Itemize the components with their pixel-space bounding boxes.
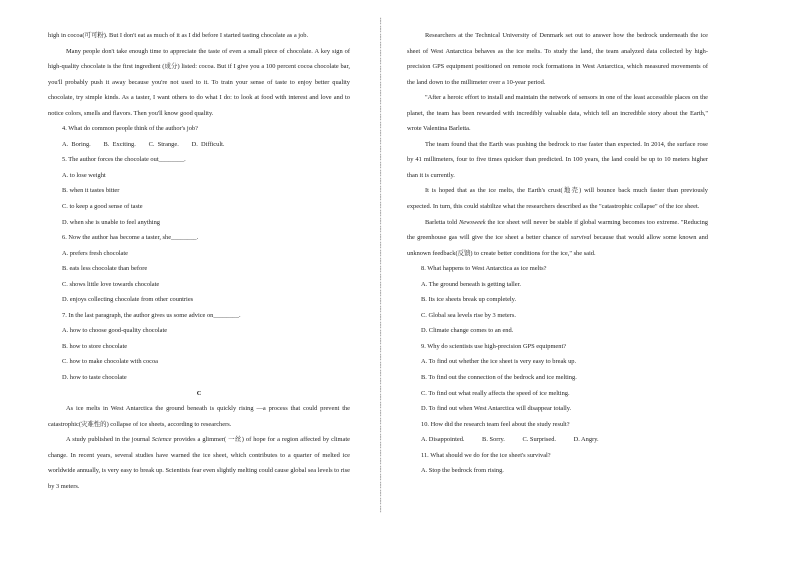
divider-dash: ┆ [379,346,383,353]
passage-b-paragraph: Many people don't take enough time to appreciate the taste of even a small piece of chocolate. A key sign of high-quality chocolate is the first ingredient (成分) listed: cocoa. But if I give you a 100 percent cocoa chocolate bar, you'll probably push it away because you're not used to it. To train your sense of taste to enjoy better quality chocolate, try simple kinds. As a taster, I want others to do what I do: to look at food with interest and love and to notice colors, smells and flavors. Then you'll know good quality. [48,47,350,117]
option-11a: A. Stop the bedrock from rising. [421,467,504,475]
divider-dash: ┆ [379,258,383,265]
option-9c: C. To find out what really affects the speed of ice melting. [421,389,570,397]
emphasis-word: survival [570,234,592,242]
divider-dash: ┆ [379,482,383,489]
divider-dash: ┆ [379,82,383,89]
divider-dash: ┆ [379,18,383,25]
divider-dash: ┆ [379,274,383,281]
option-6a: A. prefers fresh chocolate [62,249,129,257]
divider-dash: ┆ [379,450,383,457]
paragraph-text: A study published in the journal [66,436,152,444]
divider-dash: ┆ [379,202,383,209]
question-5: 5. The author forces the chocolate out________. [62,156,186,164]
option-7d: D. how to taste chocolate [62,374,127,382]
divider-dash: ┆ [379,74,383,81]
section-heading: C [196,389,202,397]
option-5a: A. to lose weight [62,171,106,179]
divider-dash: ┆ [379,338,383,345]
divider-dash: ┆ [379,146,383,153]
divider-dash: ┆ [379,354,383,361]
passage-c-paragraph [407,215,708,262]
divider-dash: ┆ [379,114,383,121]
option-7a: A. how to choose good-quality chocolate [62,327,168,335]
divider-dash: ┆ [379,362,383,369]
divider-dash: ┆ [379,322,383,329]
passage-c-paragraph: Researchers at the Technical University of Denmark set out to answer how the bedrock underneath the ice sheet of West Antarctica behaves as the ice melts. To study the land, the team analyzed data collected by high-precision GPS equipment positioned on remote rock formations in West Antarctica, which measured movements of the land down to the millimeter over a 10-year period. [407,32,708,86]
option-5d: D. when she is unable to feel anything [62,218,160,226]
right-column [407,28,708,479]
divider-dash: ┆ [379,106,383,113]
question-11: 11. What should we do for the ice sheet's survival? [421,451,551,459]
divider-dash: ┆ [379,330,383,337]
divider-dash: ┆ [379,290,383,297]
passage-b-paragraph: high in cocoa(可可粉). But I don't eat as much of it as I did before I started tasting chocolate as a job. [48,32,309,39]
divider-dash: ┆ [379,50,383,57]
divider-dash: ┆ [379,170,383,177]
left-column [48,28,350,494]
option-6b: B. eats less chocolate than before [62,265,148,273]
divider-dash: ┆ [379,426,383,433]
journal-name: Science [151,436,172,444]
divider-dash: ┆ [379,226,383,233]
question-4-options: A. Boring. B. Exciting. C. Strange. D. Difficult. [62,140,225,148]
question-4: 4. What do common people think of the author's job? [62,125,198,133]
divider-dash: ┆ [379,370,383,377]
passage-c-paragraph: As ice melts in West Antarctica the ground beneath is quickly rising —a process that could prevent the catastrophic(灾难性的) collapse of ice sheets, according to researchers. [48,405,350,428]
option-9d: D. To find out when West Antarctica will disappear totally. [421,405,572,413]
option-6c: C. shows little love towards chocolate [62,280,160,288]
divider-dash: ┆ [379,26,383,33]
paragraph-text: because that would allow some known and unknown feedback(反馈) to create better conditions for the ice," she said. [407,234,709,257]
question-8: 8. What happens to West Antarctica as ice melts? [421,265,547,273]
divider-dash: ┆ [379,402,383,409]
divider-dash: ┆ [379,34,383,41]
divider-dash: ┆ [379,122,383,129]
passage-c-paragraph [48,432,350,494]
divider-dash: ┆ [379,474,383,481]
option-7b: B. how to store chocolate [62,342,128,350]
option-6d: D. enjoys collecting chocolate from other countries [62,296,194,304]
question-6: 6. Now the author has become a taster, she________. [62,234,199,242]
question-7: 7. In the last paragraph, the author gives us some advice on________. [62,311,241,319]
passage-c-paragraph: It is hoped that as the ice melts, the Earth's crust(地壳) will bounce back much faster than previously expected. In turn, this could stabilize what the researchers described as the "catastrophic collapse" of the ice sheet. [407,187,708,211]
divider-dash: ┆ [379,210,383,217]
divider-dash: ┆ [379,66,383,73]
divider-dash: ┆ [379,298,383,305]
question-10: 10. How did the research team feel about the study result? [421,420,570,428]
divider-dash: ┆ [379,154,383,161]
option-8b: B. Its ice sheets break up completely. [421,296,517,304]
magazine-name: Newsweek [458,218,486,226]
divider-dash: ┆ [379,186,383,193]
paragraph-text: provides a glimmer( 一丝) of hope for a region affected by climate change. In recent years, several studies have warned the ice sheet, which contributes to a quarter of melted ice worldwide annually, is very easy to break up. Scientists fear even slightly melting could cause global sea levels to rise by 3 meters. [48,436,350,490]
divider-dash: ┆ [379,434,383,441]
divider-dash: ┆ [379,282,383,289]
option-5b: B. when it tastes bitter [62,187,120,195]
divider-dash: ┆ [379,458,383,465]
divider-dash: ┆ [379,242,383,249]
divider-dash: ┆ [379,178,383,185]
option-9a: A. To find out whether the ice sheet is very easy to break up. [421,358,577,366]
divider-dash: ┆ [379,42,383,49]
paragraph-text: the ice sheet will never be stable if global warming becomes too extreme. "Reducing the greenhouse gas will give the ice sheet a better chance of [407,218,708,242]
divider-dash: ┆ [379,394,383,401]
divider-dash: ┆ [379,498,383,505]
divider-dash: ┆ [379,98,383,105]
column-divider [379,18,383,538]
divider-dash: ┆ [379,306,383,313]
divider-dash: ┆ [379,130,383,137]
divider-dash: ┆ [379,138,383,145]
divider-dash: ┆ [379,442,383,449]
divider-dash: ┆ [379,378,383,385]
divider-dash: ┆ [379,466,383,473]
question-9: 9. Why do scientists use high-precision GPS equipment? [421,342,567,350]
divider-dash: ┆ [379,218,383,225]
option-8d: D. Climate change comes to an end. [421,327,514,335]
question-10-options: A. Disappointed. B. Sorry. C. Surprised. D. Angry. [421,436,599,444]
divider-dash: ┆ [379,250,383,257]
divider-dash: ┆ [379,506,383,513]
option-8c: C. Global sea levels rise by 3 meters. [421,311,516,319]
divider-dash: ┆ [379,234,383,241]
divider-dash: ┆ [379,194,383,201]
option-5c: C. to keep a good sense of taste [62,203,143,211]
divider-dash: ┆ [379,386,383,393]
divider-dash: ┆ [379,58,383,65]
passage-c-paragraph: The team found that the Earth was pushing the bedrock to rise faster than expected. In 2014, the surface rose by 41 millimeters, four to five times quicker than predicted. In 100 years, the land could be up to 10 meters higher than it is currently. [407,140,708,179]
divider-dash: ┆ [379,418,383,425]
divider-dash: ┆ [379,490,383,497]
passage-c-paragraph: "After a heroic effort to install and maintain the network of sensors in one of the least accessible places on the planet, the team has been rewarded with incredibly valuable data, which tell an incredible story about the Earth," wrote Valentina Barletta. [407,94,708,133]
option-8a: A. The ground beneath is getting taller. [421,280,521,288]
paragraph-text: Barletta told [425,218,459,226]
divider-dash: ┆ [379,266,383,273]
divider-dash: ┆ [379,410,383,417]
divider-dash: ┆ [379,90,383,97]
option-9b: B. To find out the connection of the bedrock and ice melting. [421,374,577,382]
divider-dash: ┆ [379,162,383,169]
divider-dash: ┆ [379,314,383,321]
option-7c: C. how to make chocolate with cocoa [62,358,159,366]
